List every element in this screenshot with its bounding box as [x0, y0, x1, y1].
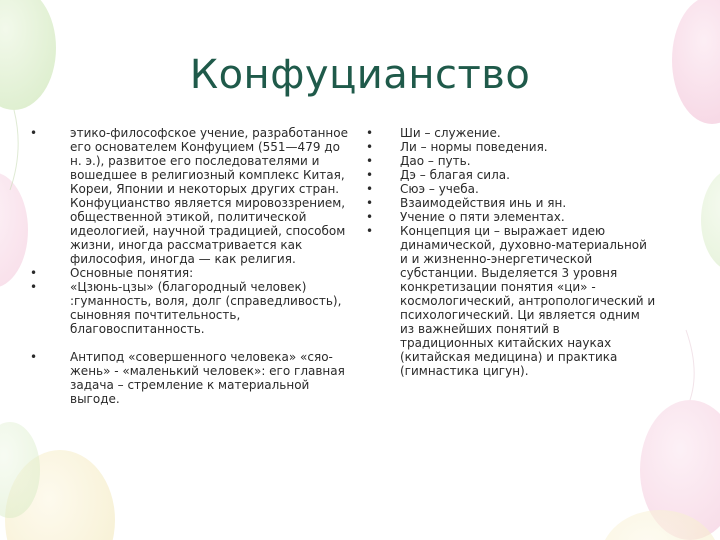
- list-item: [30, 126, 350, 266]
- list-item-text: этико-философское учение, разработанное его основателем Конфуцием (551—479 до н. э.), развитое его последователями и вошедшее в религиозный комплекс Китая, Кореи, Японии и некоторых других стран. Конфуцианство является мировоззрением, общественной этикой, политической идеологией, научной традицией, способом жизни, иногда рассматривается как философия, иногда — как религия.: [70, 126, 349, 266]
- list-item-text: Антипод «совершенного человека» «сяо-жень» - «маленький человек»: его главная задача – стремление к материальной выгоде.: [70, 350, 345, 406]
- bullet-icon: •: [30, 350, 38, 364]
- bullet-icon: •: [366, 126, 374, 140]
- bullet-icon: •: [30, 126, 38, 140]
- list-item: [366, 140, 656, 154]
- list-item: [30, 266, 350, 280]
- list-item: [366, 196, 656, 210]
- list-item: [366, 210, 656, 224]
- list-item-text: Учение о пяти элементах.: [400, 210, 565, 224]
- bullet-icon: •: [366, 210, 374, 224]
- bullet-icon: •: [30, 266, 38, 280]
- list-item: [30, 350, 350, 406]
- list-item-text: Концепция ци – выражает идею динамической, духовно-материальной и и жизненно-энергетической субстанции. Выделяется 3 уровня конкретизации понятия «ци» - космологический, антропологический и психологический. Ци является одним из важнейших понятий в традиционных китайских науках (китайская медицина) и практика (гимнастика цигун).: [400, 224, 656, 378]
- list-item: [366, 154, 656, 168]
- list-item-text: Ли – нормы поведения.: [400, 140, 548, 154]
- slide-title: Конфуцианство: [189, 52, 531, 98]
- list-item-text: Дэ – благая сила.: [400, 168, 510, 182]
- list-item-text: Основные понятия:: [70, 266, 194, 280]
- list-item: [366, 126, 656, 140]
- list-item: [366, 224, 656, 378]
- list-item: [366, 168, 656, 182]
- list-item: [366, 182, 656, 196]
- bullet-icon: •: [366, 140, 374, 154]
- list-item-text: «Цзюнь-цзы» (благородный человек) :гуманность, воля, долг (справедливость), сыновняя почтительность, благовоспитанность.: [70, 280, 342, 336]
- right-bullet-list: [366, 126, 656, 378]
- bullet-icon: •: [366, 224, 374, 238]
- bullet-icon: •: [366, 154, 374, 168]
- bullet-icon: •: [30, 280, 38, 294]
- bullet-icon: •: [366, 196, 374, 210]
- left-bullet-list: [30, 126, 350, 406]
- list-item-text: Сюэ – учеба.: [400, 182, 479, 196]
- bullet-icon: •: [366, 182, 374, 196]
- list-item-text: Ши – служение.: [400, 126, 501, 140]
- list-item-text: Взаимодействия инь и ян.: [400, 196, 567, 210]
- bullet-icon: •: [366, 168, 374, 182]
- list-item-text: Дао – путь.: [400, 154, 471, 168]
- list-item: [30, 280, 350, 336]
